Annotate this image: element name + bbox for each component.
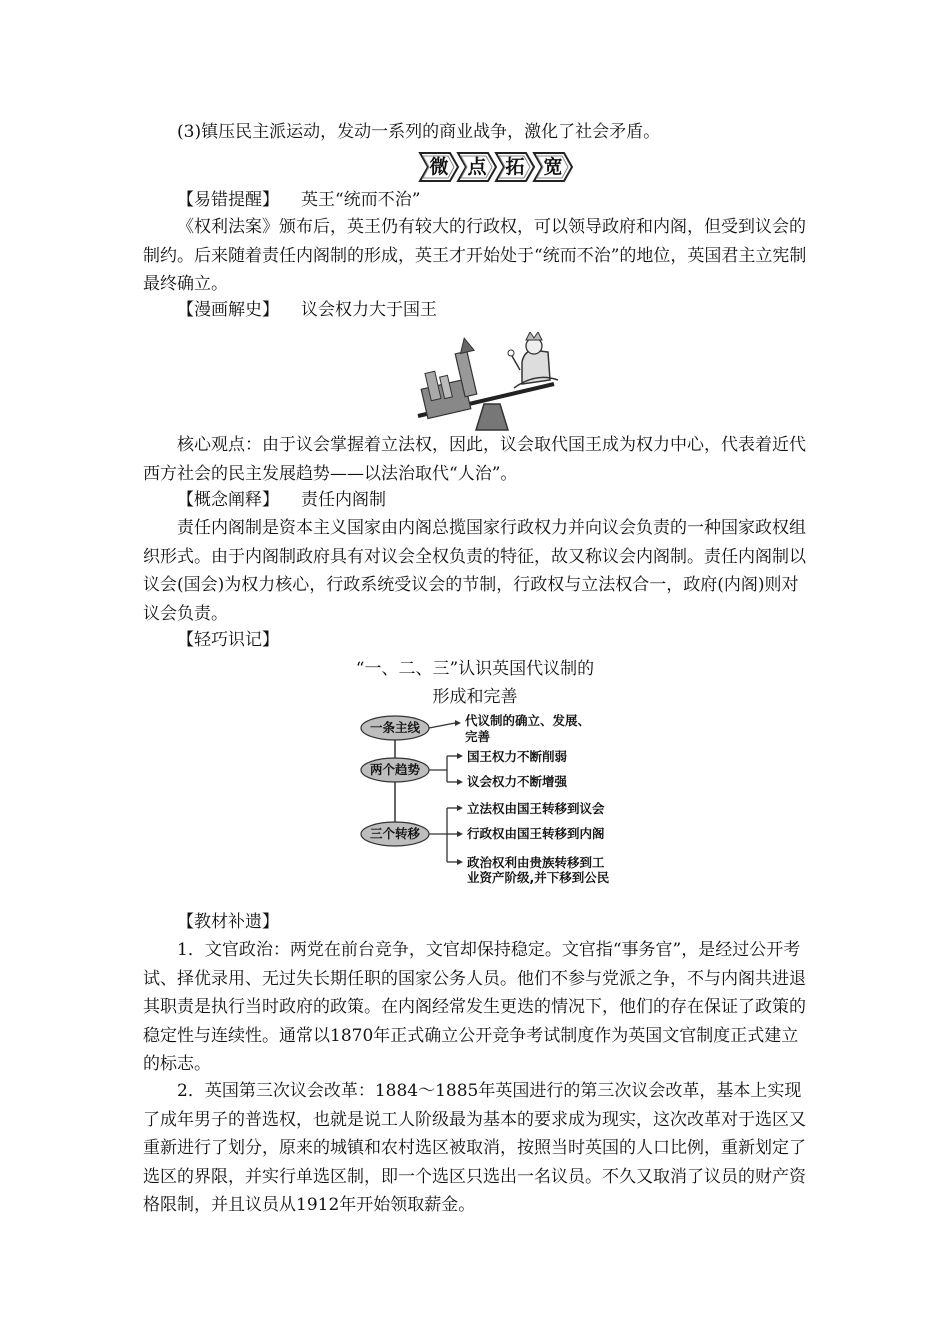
- banner-char: 微: [429, 156, 449, 178]
- section-heading: [177, 296, 437, 324]
- section-title: 责任内阁制: [301, 490, 386, 510]
- section-tag: 【轻巧识记】: [177, 630, 279, 650]
- diagram-node-label: 一条主线: [369, 720, 421, 735]
- section-tag: 【漫画解史】: [177, 300, 279, 320]
- seesaw-cartoon-image: [412, 332, 562, 432]
- section-tag: 【概念阐释】: [177, 490, 279, 510]
- diagram-leaf: 议会权力不断增强: [467, 774, 568, 789]
- section-title: 英王“统而不治”: [301, 190, 421, 210]
- diagram-title: “一、二、三”认识英国代议制的: [355, 659, 595, 679]
- diagram-leaf: 完善: [465, 729, 491, 744]
- diagram-node-label: 两个趋势: [369, 762, 421, 777]
- section-title: 议会权力大于国王: [301, 300, 437, 320]
- section-heading: [177, 486, 386, 514]
- paragraph: 核心观点：由于议会掌握着立法权，因此，议会取代国王成为权力中心，代表着近代西方社会的民主发展趋势——以法治取代“人治”。: [143, 435, 806, 484]
- mindmap-diagram: [355, 710, 645, 890]
- banner-chevron: [532, 151, 574, 183]
- list-item: 1．文官政治：两党在前台竞争，文官却保持稳定。文官指“事务官”，是经过公开考试、择优录用、无过失长期任职的国家公务人员。他们不参与党派之争，不与内阁共进退其职责是执行当时政府的政策。在内阁经常发生更迭的情况下，他们的存在保证了政策的稳定性与连续性。通常以1870年正式确立公开竞争考试制度作为英国文官制度正式建立的标志。: [143, 940, 806, 1074]
- diagram-leaf: 代议制的确立、发展、: [465, 713, 591, 728]
- paragraph: 《权利法案》颁布后，英王仍有较大的行政权，可以领导政府和内阁，但受到议会的制约。后来随着责任内阁制的形成，英王才开始处于“统而不治”的地位，英国君主立宪制最终确立。: [143, 217, 807, 294]
- section-banner: [418, 151, 570, 187]
- paragraph: 责任内阁制是资本主义国家由内阁总揽国家行政权力并向议会负责的一种国家政权组织形式。由于内阁制政府具有对议会全权负责的特征，故又称议会内阁制。责任内阁制以议会(国会)为权力核心，行政系统受议会的节制，行政权与立法权合一，政府(内阁)则对议会负责。: [143, 518, 806, 624]
- section-tag: 【易错提醒】: [177, 190, 279, 210]
- banner-chevron: [418, 151, 460, 183]
- list-item: 2．英国第三次议会改革：1884～1885年英国进行的第三次议会改革，基本上实现了成年男子的普选权，也就是说工人阶级最为基本的要求成为现实，这次改革对于选区又重新进行了划分，原来的城镇和农村选区被取消，按照当时英国的人口比例，重新划定了选区的界限，并实行单选区制，即一个选区只选出一名议员。不久又取消了议员的财产资格限制，并且议员从1912年开始领取薪金。: [143, 1081, 806, 1215]
- section-tag: 【教材补遗】: [177, 912, 279, 932]
- banner-char: 宽: [543, 156, 563, 178]
- banner-char: 点: [467, 156, 487, 178]
- diagram-leaf: 立法权由国王转移到议会: [467, 801, 605, 816]
- section-heading: [177, 908, 279, 936]
- diagram-node-label: 三个转移: [369, 826, 421, 841]
- diagram-leaf: 政治权利由贵族转移到工: [467, 855, 605, 870]
- diagram-leaf: 国王权力不断削弱: [467, 749, 568, 764]
- banner-chevron: [494, 151, 536, 183]
- section-heading: [177, 626, 279, 654]
- section-heading: [177, 186, 420, 214]
- banner-chevron: [456, 151, 498, 183]
- banner-char: 拓: [505, 156, 525, 178]
- intro-paragraph: (3)镇压民主派运动，发动一系列的商业战争，激化了社会矛盾。: [177, 122, 661, 142]
- diagram-title: 形成和完善: [432, 687, 518, 707]
- diagram-leaf: 业资产阶级,并下移到公民: [467, 870, 610, 885]
- diagram-leaf: 行政权由国王转移到内阁: [467, 826, 605, 841]
